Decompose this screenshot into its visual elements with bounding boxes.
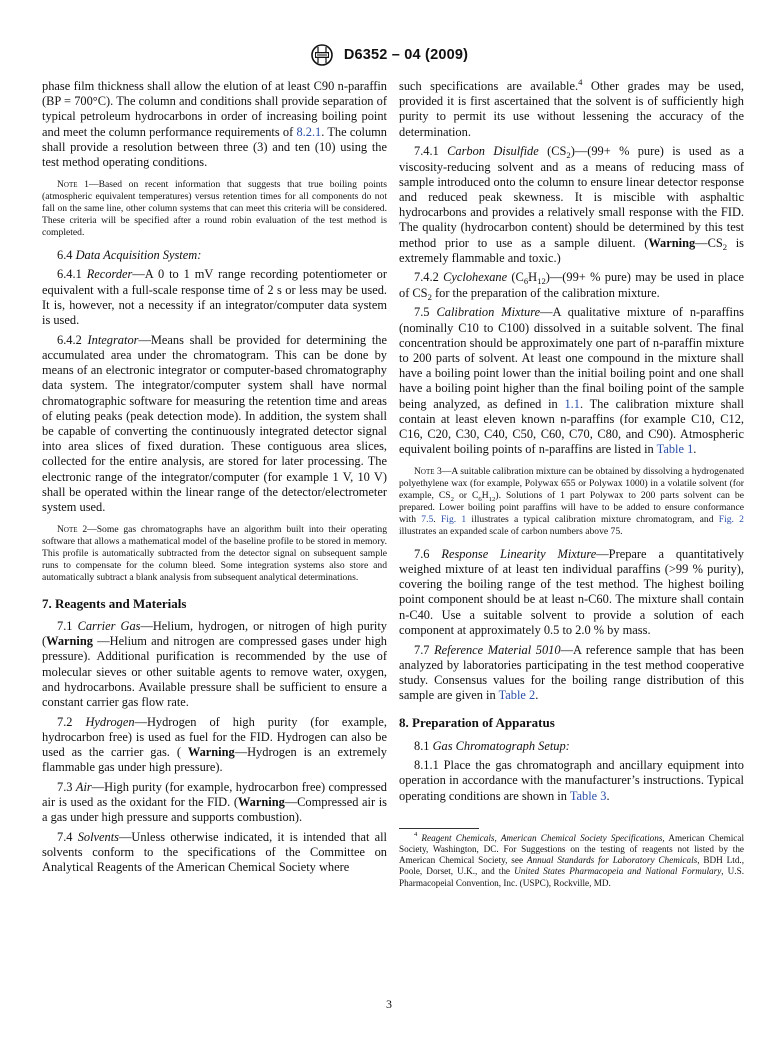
footnote-4: $^4$ Reagent Chemicals, American Chemical Society Specifications, American Chemical Society, Washington, DC. For Suggestions on the testing of reagents not listed by the American Chemical Society, see Annual Standards for Laboratory Chemicals, BDH Ltd., Poole, Dorset, U.K., and the United States Pharmacopeia and National Formulary, U.S. Pharmacopeial Convention, Inc. (USPC), Rockville, MD. <box>399 830 745 888</box>
footnote-divider <box>399 828 479 829</box>
paragraph-column-continued: phase film thickness shall allow the elution of at least C90 n-paraffin (BP = 700°C). The column and conditions shall provide separation of typical petroleum hydrocarbons in order of increasing boiling point and meet the column performance requirements of 8.2.1. The column shall provide a resolution between three (3) and ten (10) using the test method operating conditions. <box>42 79 388 170</box>
section-7-3: 7.3 Air—High purity (for example, hydrocarbon free) compressed air is used as the oxidant for the FID. (Warning—Compressed air is a gas under high pressure and supports combustion). <box>42 779 387 825</box>
note-1: Note 1—Based on recent information that suggests that true boiling points (atmospheric equivalent temperatures) versus retention times for all components do not fall on the same line, other column systems that can meet this criteria will be considered. These criteria will be specified after a round robin evaluation of the test method is completed. <box>42 179 387 238</box>
section-6-4-1: 6.4.1 Recorder—A 0 to 1 mV range recording potentiometer or equivalent with a full-scale response time of 2 s or less may be used. It is, however, not a necessity if an integrator/computer data system is used. <box>42 267 387 328</box>
link-table-1[interactable]: Table 1 <box>656 442 694 457</box>
note-3: Note 3—A suitable calibration mixture can be obtained by dissolving a hydrogenated polyethylene wax (for example, Polywax 655 or Polywax 1000) in a volatile solvent (for example, $CS_2$ or $C_6H_{12}$). Solutions of 1 part Polywax to 200 parts solvent can be prepared. Lower boiling point paraffins will have to be added to ensure conformance with 7.5. Fig. 1 illustrates a typical calibration mixture chromatogram, and Fig. 2 illustrates an expanded scale of carbon numbers above 75. <box>399 466 744 537</box>
section-7-heading: 7. Reagents and Materials <box>42 595 187 611</box>
note-2: Note 2—Some gas chromatographs have an algorithm built into their operating software that allows a mathematical model of the baseline profile to be stored in memory. This profile is automatically subtracted from the detector signal on subsequent sample runs to compensate for the column bleed. Some integration systems also store and automatically subtract a blank analysis from subsequent analytical determinations. <box>42 524 388 583</box>
astm-logo-icon <box>310 44 334 66</box>
section-6-4: 6.4 Data Acquisition System: <box>57 247 202 262</box>
section-7-6: 7.6 Response Linearity Mixture—Prepare a quantitatively weighed mixture of at least ten individual paraffins (>99 % purity), covering the boiling range of the test method. The highest boiling point component should be at least n-C60. The mixture shall contain n-C40. Use a suitable solvent to provide a solution of each component at approximately 0.5 to 2.0 % by mass. <box>399 546 744 637</box>
link-fig-2[interactable]: Fig. 2 <box>718 514 744 525</box>
section-6-4-2: 6.4.2 Integrator—Means shall be provided for determining the accumulated area under the chromatogram. This can be done by means of an electronic integrator or computer-based chromatography data system. The integrator/computer system shall have normal chromatographic software for measuring the retention time and areas of eluting peaks (peak detection mode). In addition, the system shall be capable of converting the continuously integrated detector signal into area slices of fixed duration. These contiguous area slices, collected for the entire analysis, are stored for later processing. The electronic range of the integrator/computer (for example 1 V, 10 V) shall be operated within the linear range of the detector/electrometer system used. <box>42 332 387 514</box>
link-table-3[interactable]: Table 3 <box>569 788 607 803</box>
section-7-4: 7.4 Solvents—Unless otherwise indicated, it is intended that all solvents conform to the specifications of the Committee on Analytical Reagents of the American Chemical Society where <box>42 830 388 875</box>
link-8-2-1[interactable]: 8.2.1 <box>296 124 322 139</box>
link-1-1[interactable]: 1.1 <box>564 396 580 411</box>
left-column <box>42 79 387 880</box>
section-7-5: 7.5 Calibration Mixture—A qualitative mixture of n-paraffins (nominally C10 to C100) dissolved in a suitable solvent. The final concentration should be approximately one part of n-paraffin mixture to 200 parts of solvent. At least one compound in the mixture shall have a boiling point lower than the initial boiling point and one shall have a boiling point higher than the final boiling point of the sample being analyzed, as defined in 1.1. The calibration mixture shall contain at least eleven known n-paraffins (for example C10, C12, C16, C20, C30, C40, C50, C60, C70, C80, and C90). Atmospheric equivalent boiling points of n-paraffins are listed in Table 1. <box>399 305 744 457</box>
right-column <box>399 79 744 889</box>
section-7-1: 7.1 Carrier Gas—Helium, hydrogen, or nitrogen of high purity (Warning —Helium and nitrogen are compressed gases under high pressure). Additional purification is recommended by the use of molecular sieves or other suitable agents to remove water, oxygen, and hydrocarbons. Available pressure shall be sufficient to ensure a constant carrier gas flow rate. <box>42 618 387 709</box>
section-7-7: 7.7 Reference Material 5010—A reference sample that has been analyzed by laboratories participating in the test method cooperative study. Consensus values for the boiling range distribution of this sample are given in Table 2. <box>399 642 744 703</box>
footnote-ref-4[interactable]: 4 <box>578 77 583 87</box>
document-designation: D6352 – 04 (2009) <box>343 47 469 63</box>
section-8-heading: 8. Preparation of Apparatus <box>399 715 555 731</box>
section-7-2: 7.2 Hydrogen—Hydrogen of high purity (for example, hydrocarbon free) is used as fuel for the FID. Hydrogen can also be used as the carrier gas. ( Warning—Hydrogen is an extremely flammable gas under high pressure). <box>42 714 387 775</box>
section-7-4-2: 7.4.2 Cyclohexane $(C_6H_{12})—(99+$ % pure) may be used in place of $CS_2$ for the preparation of the calibration mixture. <box>399 270 744 302</box>
section-7-4-1: 7.4.1 Carbon Disulfide $(CS_2)—(99+$ % pure) is used as a viscosity-reducing solvent and as a means of reducing mass of sample introduced onto the column to ensure linear detector response and reduced peak skewness. It is miscible with asphaltic hydrocarbons and provides a relatively small response with the FID. The quality (hydrocarbon content) should be determined by this test method prior to use as a sample diluent. ($Warning—CS_2$ is extremely flammable and toxic.) <box>399 144 744 265</box>
paragraph-column-continued: such specifications are available.$^4$ Other grades may be used, provided it is first ascertained that the solvent is of sufficiently high purity to permit its use without lessening the accuracy of the determination. <box>399 77 744 139</box>
section-8-1: 8.1 Gas Chromatograph Setup: <box>414 738 570 753</box>
link-fig-1[interactable]: Fig. 1 <box>440 514 467 525</box>
page-number: 3 <box>386 997 392 1011</box>
page-header <box>0 44 778 68</box>
link-7-5[interactable]: 7.5 <box>421 514 434 525</box>
link-table-2[interactable]: Table 2 <box>498 688 536 703</box>
section-8-1-1: 8.1.1 Place the gas chromatograph and ancillary equipment into operation in accordance with the manufacturer’s instructions. Typical operating conditions are shown in Table 3. <box>399 758 744 803</box>
